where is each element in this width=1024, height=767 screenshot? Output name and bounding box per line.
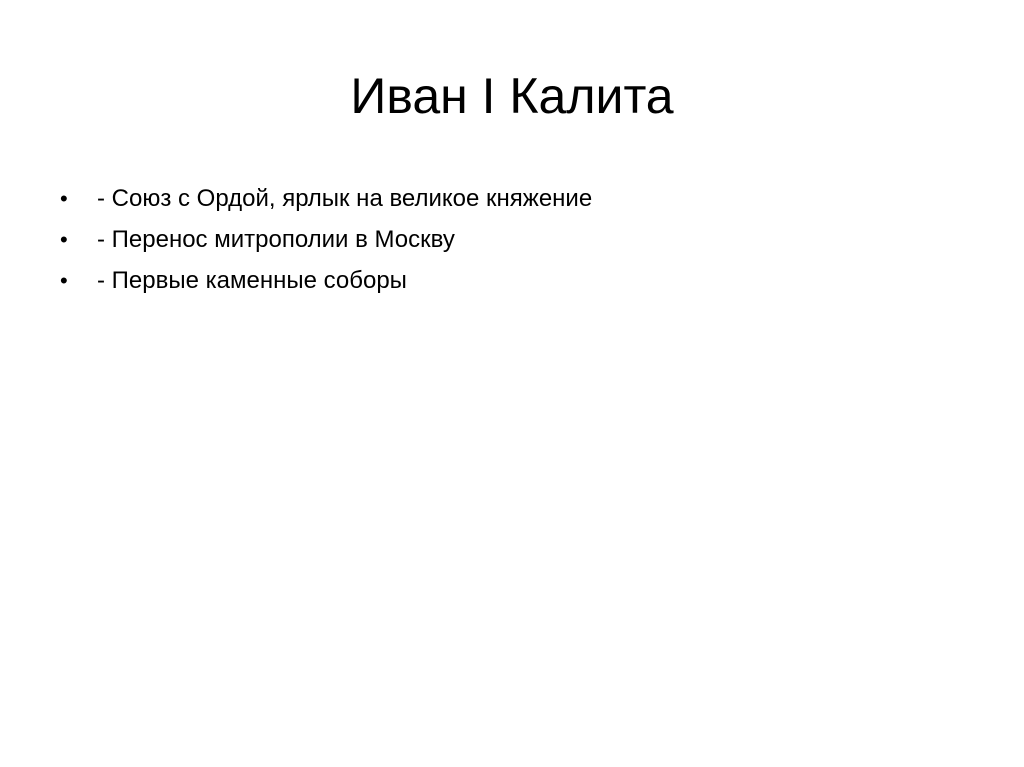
list-item (56, 178, 976, 219)
list-item-text: - Перенос митрополии в Москву (97, 226, 455, 253)
bullet-list (56, 178, 976, 301)
list-item-text: - Первые каменные соборы (97, 267, 407, 294)
list-item (56, 219, 976, 260)
list-item-text: - Союз с Ордой, ярлык на великое княжение (97, 185, 593, 212)
bullet-icon: • (60, 227, 68, 252)
bullet-icon: • (60, 186, 68, 211)
bullet-icon: • (60, 268, 68, 293)
slide-title: Иван I Калита (350, 68, 674, 124)
list-item (56, 260, 976, 301)
